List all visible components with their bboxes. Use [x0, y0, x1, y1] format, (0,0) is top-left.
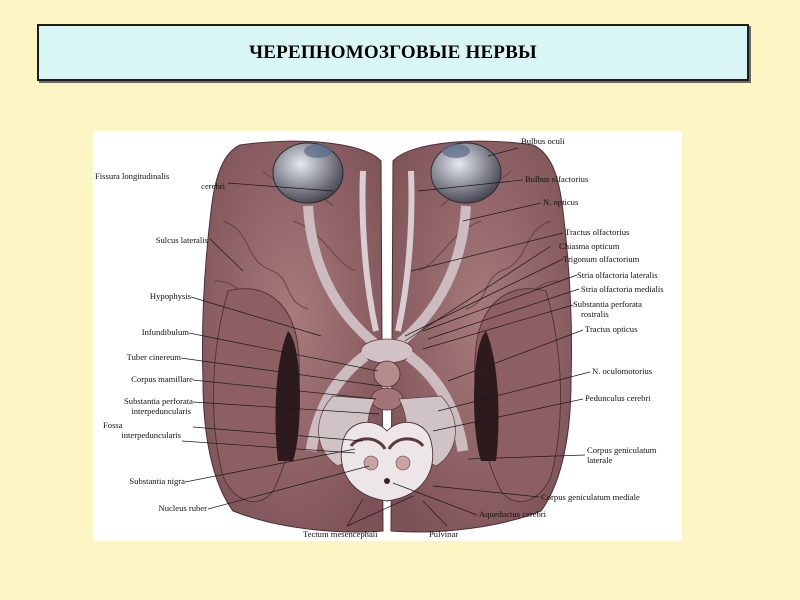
label-subst-perf-rostralis-2: rostralis [581, 309, 609, 319]
label-nucleus-ruber: Nucleus ruber [158, 503, 207, 513]
label-n-opticus: N. opticus [543, 197, 579, 207]
brain-base-figure [93, 131, 682, 541]
label-fissura-1: Fissura longitudinalis [95, 171, 170, 181]
nucleus-ruber-right [396, 456, 410, 470]
label-substantia-nigra: Substantia nigra [129, 476, 185, 486]
page-title: ЧЕРЕПНОМОЗГОВЫЕ НЕРВЫ [249, 41, 537, 63]
label-hypophysis: Hypophysis [149, 291, 191, 301]
label-chiasma-opticum: Chiasma opticum [559, 241, 620, 251]
label-stria-olf-lateralis: Stria olfactoria lateralis [577, 270, 658, 280]
chiasma [361, 339, 413, 363]
brain-illustration [93, 131, 682, 541]
title-box [37, 24, 749, 81]
hypophysis-shape [374, 361, 400, 387]
left-cornea [304, 144, 332, 158]
label-corpus-mamillare: Corpus mamillare [131, 374, 193, 384]
label-aqueductus-cerebri: Aqueductus cerebri [479, 509, 547, 519]
label-pulvinar: Pulvinar [429, 529, 459, 539]
label-pedunculus-cerebri: Pedunculus cerebri [585, 393, 651, 403]
label-trigonum-olfactorium: Trigonum olfactorium [563, 254, 640, 264]
label-fossa-1: Fossa [103, 420, 123, 430]
label-infundibulum: Infundibulum [141, 327, 189, 337]
label-subst-perf-rostralis-1: Substantia perforata [573, 299, 642, 309]
label-tuber-cinereum: Tuber cinereum [126, 352, 181, 362]
aqueduct [384, 478, 390, 484]
nucleus-ruber-left [364, 456, 378, 470]
label-fissura-2: cerebri [201, 181, 225, 191]
label-n-oculomotorius: N. oculomotorius [592, 366, 653, 376]
label-subst-perf-interped-2: interpeduncularis [131, 406, 191, 416]
right-cornea [442, 144, 470, 158]
label-fossa-2: interpeduncularis [121, 430, 181, 440]
label-corpus-gen-lat-1: Corpus geniculatum [587, 445, 657, 455]
label-stria-olf-medialis: Stria olfactoria medialis [581, 284, 664, 294]
label-corpus-gen-lat-2: laterale [587, 455, 613, 465]
label-tectum-mesencephali: Tectum mesencephali [303, 529, 378, 539]
label-tractus-opticus: Tractus opticus [585, 324, 638, 334]
label-sulcus-lateralis: Sulcus lateralis [155, 235, 208, 245]
label-subst-perf-interped-1: Substantia perforata [124, 396, 193, 406]
label-bulbus-oculi: Bulbus oculi [521, 136, 565, 146]
label-bulbus-olfactorius: Bulbus olfactorius [525, 174, 589, 184]
label-corpus-gen-mediale: Corpus geniculatum mediale [541, 492, 640, 502]
label-tractus-olfactorius: Tractus olfactorius [565, 227, 630, 237]
